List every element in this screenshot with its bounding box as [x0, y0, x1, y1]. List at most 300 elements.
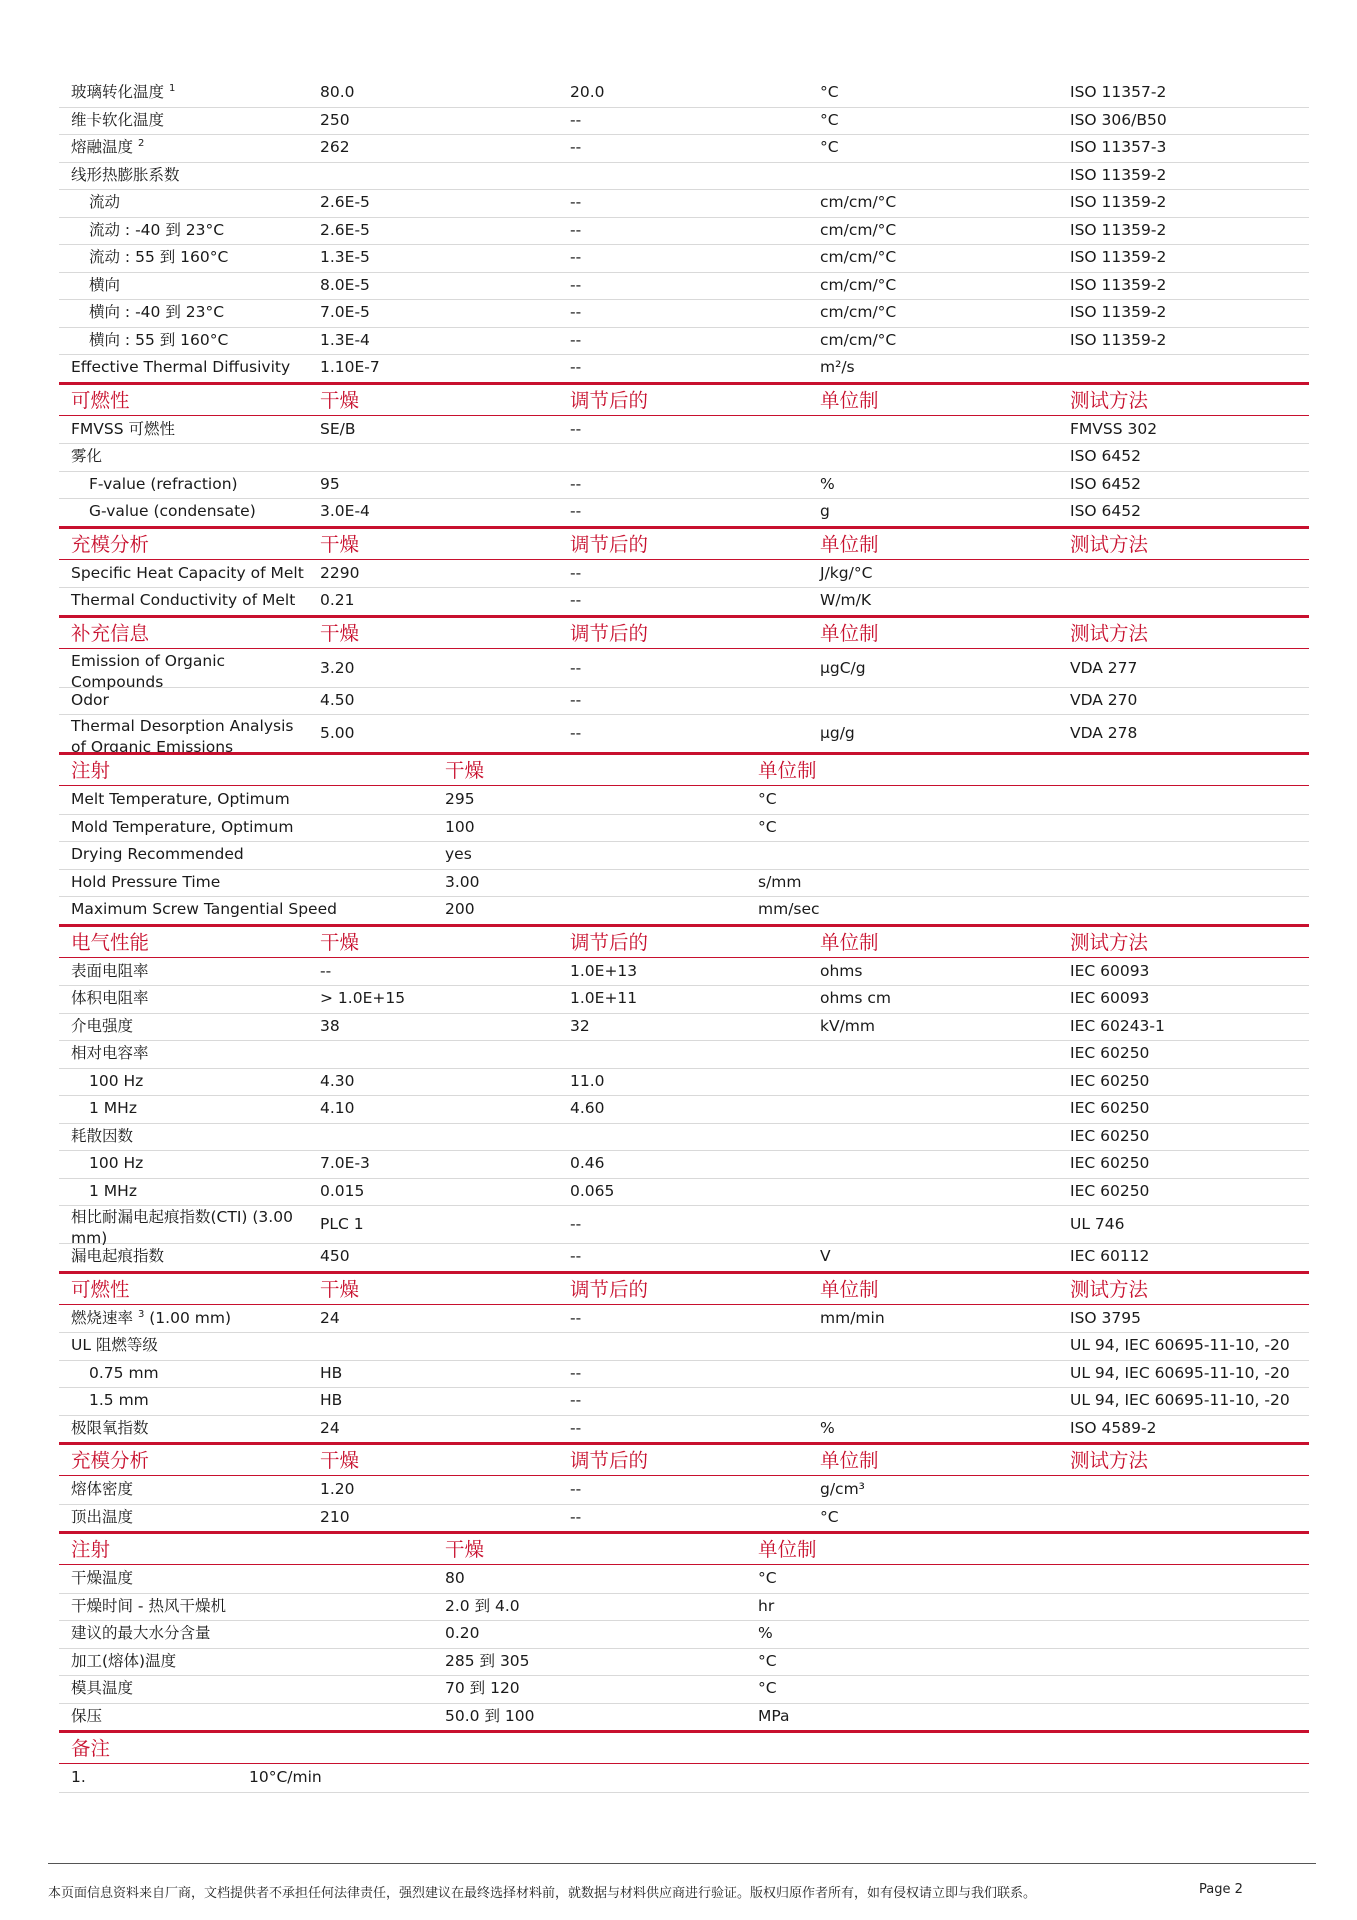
unit-text: mm/sec [758, 900, 820, 918]
unit [820, 220, 896, 241]
conditioned-value-text: -- [570, 1507, 582, 1526]
dry-value-text: 2.0 到 4.0 [445, 1596, 520, 1615]
conditioned-value-text: 4.60 [570, 1099, 605, 1117]
unit-text: g [820, 502, 830, 520]
unit [820, 247, 896, 268]
property-name-text: 流动 [89, 193, 121, 211]
table-row [59, 714, 1309, 756]
section-title: 可燃性 [71, 1277, 130, 1301]
dry-value-text: 262 [320, 138, 350, 156]
dry-value-text: 3.0E-4 [320, 502, 370, 520]
dry-value [320, 988, 405, 1009]
conditioned-value [570, 1363, 581, 1384]
dry-value [320, 690, 355, 711]
property-name-text: Thermal Conductivity of Melt [71, 591, 296, 609]
table-row [59, 1675, 1309, 1704]
dry-value-text: 1.3E-4 [320, 330, 370, 349]
property-name [89, 302, 224, 323]
test-method-text: IEC 60250 [1070, 1099, 1150, 1117]
conditioned-value [570, 247, 581, 268]
property-name-text: 极限氧指数 [71, 1418, 149, 1437]
test-method-text: UL 94, IEC 60695-11-10, -20 [1070, 1363, 1290, 1382]
note-number [71, 1767, 86, 1788]
dry-value [320, 1390, 342, 1411]
dry-value-text: 200 [445, 900, 475, 918]
section-title: 注射 [71, 1538, 111, 1561]
column-header: 测试方法 [1070, 621, 1149, 645]
table-row [59, 471, 1309, 500]
test-method [1070, 1308, 1141, 1329]
conditioned-value-text: -- [570, 1247, 582, 1265]
column-header: 单位制 [820, 1449, 879, 1472]
conditioned-value [570, 1246, 581, 1267]
unit [820, 82, 839, 103]
property-name [71, 1246, 164, 1267]
test-method [1070, 330, 1166, 351]
test-method-text: IEC 60250 [1070, 1071, 1150, 1090]
dry-value [445, 872, 480, 893]
test-method-text: ISO 11359-2 [1070, 220, 1167, 239]
property-name [89, 1153, 143, 1174]
property-name-text: Effective Thermal Diffusivity [71, 358, 291, 376]
conditioned-value-text: 0.46 [570, 1154, 605, 1172]
table-row [59, 1620, 1309, 1649]
conditioned-value [570, 1153, 605, 1174]
dry-value [445, 789, 475, 810]
dry-value [320, 192, 370, 213]
conditioned-value [570, 1390, 581, 1411]
section-title: 充模分析 [71, 1449, 150, 1472]
property-name [89, 1390, 149, 1411]
column-header: 干燥 [445, 1538, 485, 1561]
unit [820, 1479, 865, 1500]
column-header: 调节后的 [570, 930, 649, 954]
dry-value [445, 1568, 465, 1589]
test-method-text: IEC 60243-1 [1070, 1016, 1165, 1035]
property-name-text: 相对电容率 [71, 1044, 149, 1062]
unit-text: °C [758, 1569, 777, 1587]
property-name-text: Mold Temperature, Optimum [71, 817, 294, 836]
dry-value [320, 220, 370, 241]
property-name [71, 82, 175, 103]
property-name [71, 789, 290, 810]
test-method-text: UL 94, IEC 60695-11-10, -20 [1070, 1336, 1290, 1354]
property-name-text: 线形热膨胀系数 [71, 165, 180, 184]
unit [758, 1706, 790, 1727]
property-name [71, 1706, 102, 1727]
dry-value-text: 7.0E-3 [320, 1154, 370, 1172]
conditioned-value-text: -- [570, 275, 582, 294]
section-title: 可燃性 [71, 388, 130, 412]
property-name-text: 介电强度 [71, 1016, 134, 1035]
column-header: 测试方法 [1070, 388, 1149, 412]
section-header [59, 1531, 1309, 1565]
property-name [71, 1678, 133, 1699]
conditioned-value [570, 110, 581, 131]
property-name-text: Maximum Screw Tangential Speed [71, 900, 337, 918]
unit-text: °C [820, 110, 839, 129]
unit [758, 1678, 777, 1699]
unit-text: mm/min [820, 1308, 885, 1327]
dry-value-text: 2290 [320, 563, 360, 582]
unit-text: W/m/K [820, 591, 872, 609]
dry-value-text: HB [320, 1391, 343, 1409]
conditioned-value [570, 1308, 581, 1329]
dry-value [320, 1098, 355, 1119]
test-method [1070, 988, 1149, 1009]
table-row [59, 560, 1309, 589]
dry-value [320, 658, 355, 679]
section-header [59, 924, 1309, 958]
unit-text: °C [820, 138, 839, 156]
column-header: 干燥 [320, 388, 360, 412]
dry-value-text: HB [320, 1363, 343, 1382]
conditioned-value [570, 137, 581, 158]
dry-value [320, 501, 370, 522]
property-name [71, 988, 149, 1009]
section-header [59, 382, 1309, 416]
test-method [1070, 1246, 1149, 1267]
property-name [71, 1651, 176, 1672]
conditioned-value [570, 988, 637, 1009]
section-title: 备注 [71, 1737, 111, 1760]
property-suffix: (1.00 mm) [144, 1308, 231, 1327]
test-method-text: IEC 60250 [1070, 1044, 1150, 1062]
unit-text: ohms cm [820, 989, 892, 1007]
unit-text: °C [758, 1651, 777, 1670]
dry-value [320, 1507, 350, 1528]
unit [758, 789, 777, 810]
property-name [71, 1043, 149, 1064]
test-method [1070, 1418, 1156, 1439]
property-name [71, 872, 220, 893]
unit [820, 1246, 831, 1267]
table-row [59, 1703, 1309, 1732]
conditioned-value-text: 20.0 [570, 83, 605, 101]
property-name [71, 1479, 133, 1500]
table-row [59, 1205, 1309, 1247]
conditioned-value [570, 419, 581, 440]
test-method-text: UL 746 [1070, 1215, 1125, 1233]
conditioned-value [570, 1479, 581, 1500]
property-name [71, 817, 293, 838]
column-header: 干燥 [445, 759, 485, 782]
dry-value-text: 3.20 [320, 658, 355, 677]
table-row [59, 985, 1309, 1014]
property-name [71, 1596, 226, 1617]
dry-value [445, 1651, 530, 1672]
column-header: 单位制 [820, 621, 879, 645]
test-method [1070, 690, 1137, 711]
property-name-text: 模具温度 [71, 1679, 134, 1697]
conditioned-value-text: -- [570, 110, 582, 129]
table-row [59, 1068, 1309, 1097]
property-name-text: 表面电阻率 [71, 961, 149, 980]
unit-text: g/cm³ [820, 1480, 865, 1498]
property-name [71, 563, 304, 584]
conditioned-value [570, 474, 581, 495]
table-row [59, 1387, 1309, 1416]
table-row [59, 354, 1309, 383]
test-method-text: ISO 11359-2 [1070, 330, 1167, 349]
dry-value [320, 961, 331, 982]
footnote-marker: 2 [137, 137, 145, 149]
dry-value [320, 723, 355, 744]
table-row [59, 1305, 1309, 1334]
test-method [1070, 275, 1166, 296]
note-row [59, 1764, 1309, 1793]
dry-value-text: 5.00 [320, 724, 355, 742]
table-row [59, 1360, 1309, 1389]
dry-value-text: 4.50 [320, 690, 355, 709]
unit [758, 1651, 777, 1672]
property-name-text: Emission of Organic Compounds [71, 651, 226, 691]
note-number-text: 1. [71, 1768, 86, 1786]
test-method-text: ISO 4589-2 [1070, 1418, 1157, 1437]
column-header: 测试方法 [1070, 532, 1149, 556]
dry-value [320, 357, 380, 378]
column-header: 干燥 [320, 532, 360, 556]
dry-value [320, 590, 355, 611]
test-method [1070, 247, 1166, 268]
unit [820, 590, 871, 611]
conditioned-value [570, 1181, 614, 1202]
dry-value-text: SE/B [320, 419, 356, 438]
property-name [71, 165, 180, 186]
section-header [59, 1730, 1309, 1764]
dry-value-text: 95 [320, 474, 340, 493]
section-header [59, 1442, 1309, 1476]
conditioned-value [570, 1071, 605, 1092]
dry-value-text: 0.20 [445, 1624, 480, 1642]
property-name-text: 维卡软化温度 [71, 110, 165, 129]
unit [820, 192, 896, 213]
dry-value [445, 1623, 480, 1644]
dry-value-text: 70 到 120 [445, 1679, 520, 1697]
test-method-text: VDA 278 [1070, 724, 1138, 742]
dry-value [320, 1153, 370, 1174]
unit-text: cm/cm/°C [820, 330, 897, 349]
unit [820, 275, 896, 296]
footnote-marker: 3 [137, 1308, 145, 1320]
column-header: 单位制 [758, 759, 817, 782]
dry-value-text: 0.015 [320, 1181, 365, 1200]
conditioned-value-text: -- [570, 1363, 582, 1382]
test-method-text: IEC 60250 [1070, 1154, 1150, 1172]
property-name [89, 330, 228, 351]
property-name-text: 体积电阻率 [71, 989, 149, 1007]
test-method [1070, 961, 1149, 982]
test-method [1070, 1071, 1149, 1092]
unit-text: ohms [820, 961, 863, 980]
conditioned-value-text: -- [570, 1418, 582, 1437]
column-header: 单位制 [820, 532, 879, 556]
table-row [59, 1150, 1309, 1179]
dry-value-text: 3.00 [445, 872, 480, 891]
test-method [1070, 1098, 1149, 1119]
table-row [59, 1013, 1309, 1042]
test-method [1070, 658, 1137, 679]
dry-value [320, 247, 370, 268]
property-name-text: 干燥时间 - 热风干燥机 [71, 1596, 226, 1615]
property-name-text: 流动 : 55 到 160°C [89, 248, 229, 266]
unit-text: °C [820, 83, 839, 101]
section-header [59, 615, 1309, 649]
test-method-text: FMVSS 302 [1070, 419, 1158, 438]
unit-text: % [820, 474, 835, 493]
table-row [59, 1178, 1309, 1207]
unit-text: hr [758, 1596, 775, 1615]
test-method-text: ISO 11359-2 [1070, 275, 1167, 294]
dry-value-text: 210 [320, 1507, 350, 1526]
dry-value-text: > 1.0E+15 [320, 989, 406, 1007]
conditioned-value [570, 961, 637, 982]
unit [820, 1507, 839, 1528]
test-method-text: ISO 6452 [1070, 447, 1141, 465]
property-name-text: 0.75 mm [89, 1363, 159, 1382]
conditioned-value-text: 0.065 [570, 1181, 615, 1200]
dry-value [320, 1016, 340, 1037]
conditioned-value-text: -- [570, 474, 582, 493]
test-method-text: ISO 306/B50 [1070, 110, 1167, 129]
unit [820, 474, 835, 495]
dry-value [445, 1596, 520, 1617]
column-header: 干燥 [320, 621, 360, 645]
test-method [1070, 1153, 1149, 1174]
test-method-text: IEC 60112 [1070, 1247, 1150, 1265]
test-method [1070, 419, 1157, 440]
property-name [71, 1126, 133, 1147]
table-row [59, 1415, 1309, 1444]
dry-value-text: 8.0E-5 [320, 275, 370, 294]
property-name-text: 保压 [71, 1706, 103, 1725]
conditioned-value-text: -- [570, 690, 582, 709]
conditioned-value [570, 563, 581, 584]
unit [820, 723, 855, 744]
conditioned-value-text: -- [570, 1308, 582, 1327]
table-row [59, 786, 1309, 815]
section-title: 注射 [71, 759, 111, 782]
dry-value-text: 24 [320, 1418, 340, 1437]
test-method [1070, 192, 1166, 213]
conditioned-value [570, 501, 581, 522]
dry-value [320, 1246, 350, 1267]
dry-value [320, 82, 355, 103]
conditioned-value-text: 1.0E+13 [570, 961, 638, 980]
column-header: 调节后的 [570, 388, 649, 412]
unit-text: s/mm [758, 872, 802, 891]
property-name [71, 110, 164, 131]
section-header [59, 526, 1309, 560]
unit [758, 1623, 773, 1644]
conditioned-value-text: -- [570, 1480, 582, 1498]
dry-value-text: 80.0 [320, 83, 355, 101]
property-name [89, 474, 238, 495]
unit-text: V [820, 1247, 831, 1265]
test-method-text: VDA 277 [1070, 658, 1138, 677]
column-header: 调节后的 [570, 1449, 649, 1472]
section-title: 补充信息 [71, 621, 150, 645]
column-header: 单位制 [758, 1538, 817, 1561]
test-method [1070, 137, 1166, 158]
dry-value-text: 1.3E-5 [320, 248, 370, 266]
test-method-text: VDA 270 [1070, 690, 1138, 709]
conditioned-value-text: -- [570, 1215, 582, 1233]
unit-text: °C [758, 1679, 777, 1697]
note-text-text: 10°C/min [249, 1768, 322, 1786]
conditioned-value-text: -- [570, 330, 582, 349]
unit-text: cm/cm/°C [820, 248, 897, 266]
test-method-text: ISO 11359-2 [1070, 165, 1167, 184]
unit-text: °C [758, 817, 777, 836]
table-row [59, 1593, 1309, 1622]
conditioned-value [570, 357, 581, 378]
unit-text: µg/g [820, 724, 855, 742]
dry-value [320, 1308, 340, 1329]
table-row [59, 498, 1309, 527]
property-name [71, 1507, 133, 1528]
unit [820, 330, 896, 351]
property-name-text: FMVSS 可燃性 [71, 419, 175, 438]
table-row [59, 107, 1309, 136]
unit [820, 563, 872, 584]
dry-value [320, 419, 356, 440]
property-name-text: Thermal Desorption Analysis of Organic Emissions [71, 717, 294, 756]
dry-value [445, 899, 475, 920]
table-row [59, 841, 1309, 870]
property-name [89, 220, 224, 241]
property-name-text: 1.5 mm [89, 1391, 149, 1409]
property-name [89, 1363, 159, 1384]
column-header: 测试方法 [1070, 930, 1149, 954]
footer-divider [48, 1863, 1316, 1864]
test-method [1070, 220, 1166, 241]
test-method-text: IEC 60093 [1070, 989, 1150, 1007]
table-row [59, 1040, 1309, 1069]
conditioned-value [570, 658, 581, 679]
unit [820, 357, 855, 378]
column-header: 测试方法 [1070, 1449, 1149, 1472]
test-method [1070, 1016, 1165, 1037]
property-name [89, 1071, 143, 1092]
unit-text: kV/mm [820, 1016, 875, 1035]
conditioned-value-text: -- [570, 563, 582, 582]
dry-value [320, 137, 350, 158]
property-name-text: F-value (refraction) [89, 474, 238, 493]
table-row [59, 299, 1309, 328]
unit-text: MPa [758, 1706, 790, 1725]
property-name-text: 耗散因数 [71, 1126, 134, 1145]
table-row [59, 687, 1309, 716]
conditioned-value-text: -- [570, 358, 582, 376]
test-method [1070, 165, 1166, 186]
table-row [59, 1123, 1309, 1152]
unit-text: J/kg/°C [820, 563, 873, 582]
test-method [1070, 1043, 1149, 1064]
property-name [89, 247, 228, 268]
property-name-text: UL 阻燃等级 [71, 1336, 158, 1354]
section-header [59, 1271, 1309, 1305]
property-name [71, 1418, 149, 1439]
property-name [89, 1098, 137, 1119]
table-row [59, 587, 1309, 616]
test-method-text: ISO 11359-2 [1070, 248, 1167, 266]
table-row [59, 217, 1309, 246]
property-name-text: Drying Recommended [71, 845, 244, 863]
property-name-text: Hold Pressure Time [71, 872, 221, 891]
footer-disclaimer: 本页面信息资料来自厂商，文档提供者不承担任何法律责任，强烈建议在最终选择材料前，就数据与材料供应商进行验证。版权归原作者所有，如有侵权请立即与我们联系。 [48, 1886, 1037, 1901]
dry-value [320, 275, 370, 296]
